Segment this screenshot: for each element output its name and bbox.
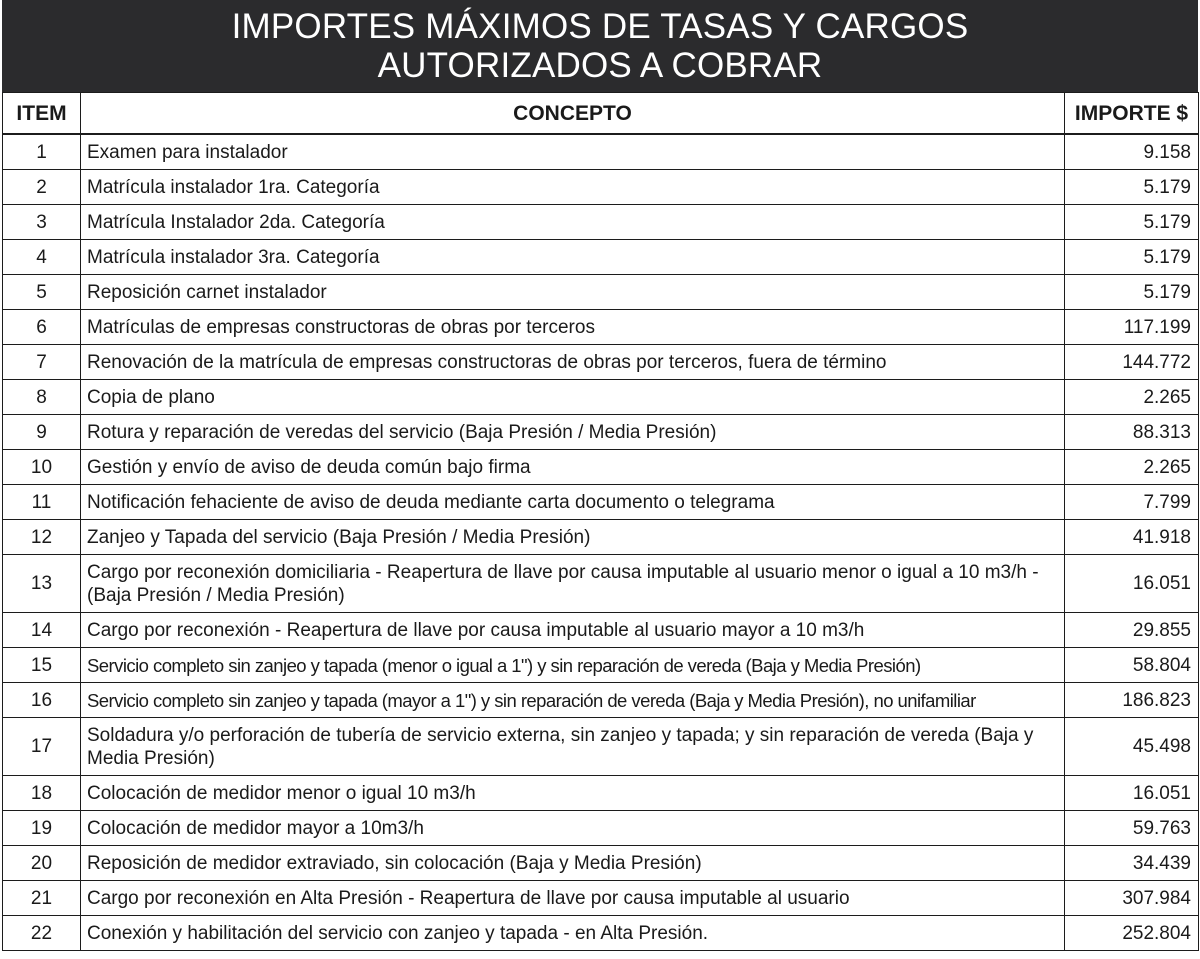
amount-cell: 7.799 bbox=[1065, 485, 1199, 520]
item-number: 14 bbox=[3, 613, 81, 648]
concept-cell: Conexión y habilitación del servicio con zanjeo y tapada - en Alta Presión. bbox=[81, 916, 1065, 951]
concept-cell: Examen para instalador bbox=[81, 134, 1065, 170]
concept-cell: Renovación de la matrícula de empresas constructoras de obras por terceros, fuera de término bbox=[81, 345, 1065, 380]
item-number: 11 bbox=[3, 485, 81, 520]
item-number: 12 bbox=[3, 520, 81, 555]
item-number: 10 bbox=[3, 450, 81, 485]
table-row bbox=[3, 310, 1199, 345]
item-number: 19 bbox=[3, 811, 81, 846]
table-row bbox=[3, 275, 1199, 310]
amount-cell: 58.804 bbox=[1065, 648, 1199, 683]
table-row bbox=[3, 520, 1199, 555]
table-row bbox=[3, 380, 1199, 415]
item-number: 18 bbox=[3, 776, 81, 811]
concept-cell: Cargo por reconexión - Reapertura de llave por causa imputable al usuario mayor a 10 m3/h bbox=[81, 613, 1065, 648]
item-number: 6 bbox=[3, 310, 81, 345]
table-row bbox=[3, 555, 1199, 613]
concept-cell: Notificación fehaciente de aviso de deuda mediante carta documento o telegrama bbox=[81, 485, 1065, 520]
concept-cell: Servicio completo sin zanjeo y tapada (mayor a 1") y sin reparación de vereda (Baja y Media Presión), no unifamiliar bbox=[81, 683, 1065, 718]
table-row bbox=[3, 846, 1199, 881]
table-row bbox=[3, 345, 1199, 380]
item-number: 22 bbox=[3, 916, 81, 951]
table-row bbox=[3, 450, 1199, 485]
amount-cell: 9.158 bbox=[1065, 134, 1199, 170]
concept-cell: Reposición carnet instalador bbox=[81, 275, 1065, 310]
concept-cell: Gestión y envío de aviso de deuda común bajo firma bbox=[81, 450, 1065, 485]
concept-cell: Colocación de medidor menor o igual 10 m3/h bbox=[81, 776, 1065, 811]
table-row bbox=[3, 205, 1199, 240]
column-header-amount: IMPORTE $ bbox=[1065, 93, 1199, 135]
item-number: 9 bbox=[3, 415, 81, 450]
table-row bbox=[3, 485, 1199, 520]
title-line-1: IMPORTES MÁXIMOS DE TASAS Y CARGOS bbox=[231, 7, 969, 46]
table-row bbox=[3, 776, 1199, 811]
fees-table bbox=[2, 92, 1199, 951]
column-header-item: ITEM bbox=[3, 93, 81, 135]
item-number: 17 bbox=[3, 718, 81, 776]
amount-cell: 144.772 bbox=[1065, 345, 1199, 380]
table-row bbox=[3, 648, 1199, 683]
amount-cell: 186.823 bbox=[1065, 683, 1199, 718]
table-row bbox=[3, 718, 1199, 776]
concept-cell: Zanjeo y Tapada del servicio (Baja Presión / Media Presión) bbox=[81, 520, 1065, 555]
amount-cell: 117.199 bbox=[1065, 310, 1199, 345]
table-row bbox=[3, 134, 1199, 170]
table-row bbox=[3, 240, 1199, 275]
item-number: 1 bbox=[3, 134, 81, 170]
concept-cell: Soldadura y/o perforación de tubería de servicio externa, sin zanjeo y tapada; y sin reparación de vereda (Baja y Media Presión) bbox=[81, 718, 1065, 776]
page-title bbox=[2, 0, 1198, 92]
concept-cell: Copia de plano bbox=[81, 380, 1065, 415]
item-number: 4 bbox=[3, 240, 81, 275]
amount-cell: 16.051 bbox=[1065, 555, 1199, 613]
item-number: 8 bbox=[3, 380, 81, 415]
amount-cell: 5.179 bbox=[1065, 275, 1199, 310]
item-number: 2 bbox=[3, 170, 81, 205]
concept-cell: Matrículas de empresas constructoras de obras por terceros bbox=[81, 310, 1065, 345]
item-number: 16 bbox=[3, 683, 81, 718]
concept-cell: Cargo por reconexión domiciliaria - Reapertura de llave por causa imputable al usuario menor o igual a 10 m3/h - (Baja Presión / Media Presión) bbox=[81, 555, 1065, 613]
concept-cell: Matrícula instalador 3ra. Categoría bbox=[81, 240, 1065, 275]
amount-cell: 5.179 bbox=[1065, 205, 1199, 240]
table-row bbox=[3, 916, 1199, 951]
amount-cell: 88.313 bbox=[1065, 415, 1199, 450]
table-row bbox=[3, 613, 1199, 648]
concept-cell: Matrícula instalador 1ra. Categoría bbox=[81, 170, 1065, 205]
document bbox=[2, 0, 1198, 951]
item-number: 20 bbox=[3, 846, 81, 881]
item-number: 21 bbox=[3, 881, 81, 916]
item-number: 3 bbox=[3, 205, 81, 240]
table-row bbox=[3, 811, 1199, 846]
title-line-2: AUTORIZADOS A COBRAR bbox=[377, 46, 823, 85]
table-header-row bbox=[3, 93, 1199, 135]
concept-cell: Servicio completo sin zanjeo y tapada (menor o igual a 1") y sin reparación de vereda (Baja y Media Presión) bbox=[81, 648, 1065, 683]
concept-cell: Cargo por reconexión en Alta Presión - Reapertura de llave por causa imputable al usuario bbox=[81, 881, 1065, 916]
concept-cell: Reposición de medidor extraviado, sin colocación (Baja y Media Presión) bbox=[81, 846, 1065, 881]
amount-cell: 16.051 bbox=[1065, 776, 1199, 811]
table-row bbox=[3, 415, 1199, 450]
amount-cell: 252.804 bbox=[1065, 916, 1199, 951]
item-number: 5 bbox=[3, 275, 81, 310]
table-row bbox=[3, 881, 1199, 916]
item-number: 13 bbox=[3, 555, 81, 613]
concept-cell: Rotura y reparación de veredas del servicio (Baja Presión / Media Presión) bbox=[81, 415, 1065, 450]
amount-cell: 45.498 bbox=[1065, 718, 1199, 776]
item-number: 15 bbox=[3, 648, 81, 683]
table-row bbox=[3, 683, 1199, 718]
amount-cell: 5.179 bbox=[1065, 240, 1199, 275]
concept-cell: Colocación de medidor mayor a 10m3/h bbox=[81, 811, 1065, 846]
amount-cell: 59.763 bbox=[1065, 811, 1199, 846]
amount-cell: 41.918 bbox=[1065, 520, 1199, 555]
amount-cell: 2.265 bbox=[1065, 450, 1199, 485]
item-number: 7 bbox=[3, 345, 81, 380]
column-header-concept: CONCEPTO bbox=[81, 93, 1065, 135]
amount-cell: 5.179 bbox=[1065, 170, 1199, 205]
amount-cell: 29.855 bbox=[1065, 613, 1199, 648]
amount-cell: 34.439 bbox=[1065, 846, 1199, 881]
amount-cell: 307.984 bbox=[1065, 881, 1199, 916]
concept-cell: Matrícula Instalador 2da. Categoría bbox=[81, 205, 1065, 240]
table-row bbox=[3, 170, 1199, 205]
amount-cell: 2.265 bbox=[1065, 380, 1199, 415]
